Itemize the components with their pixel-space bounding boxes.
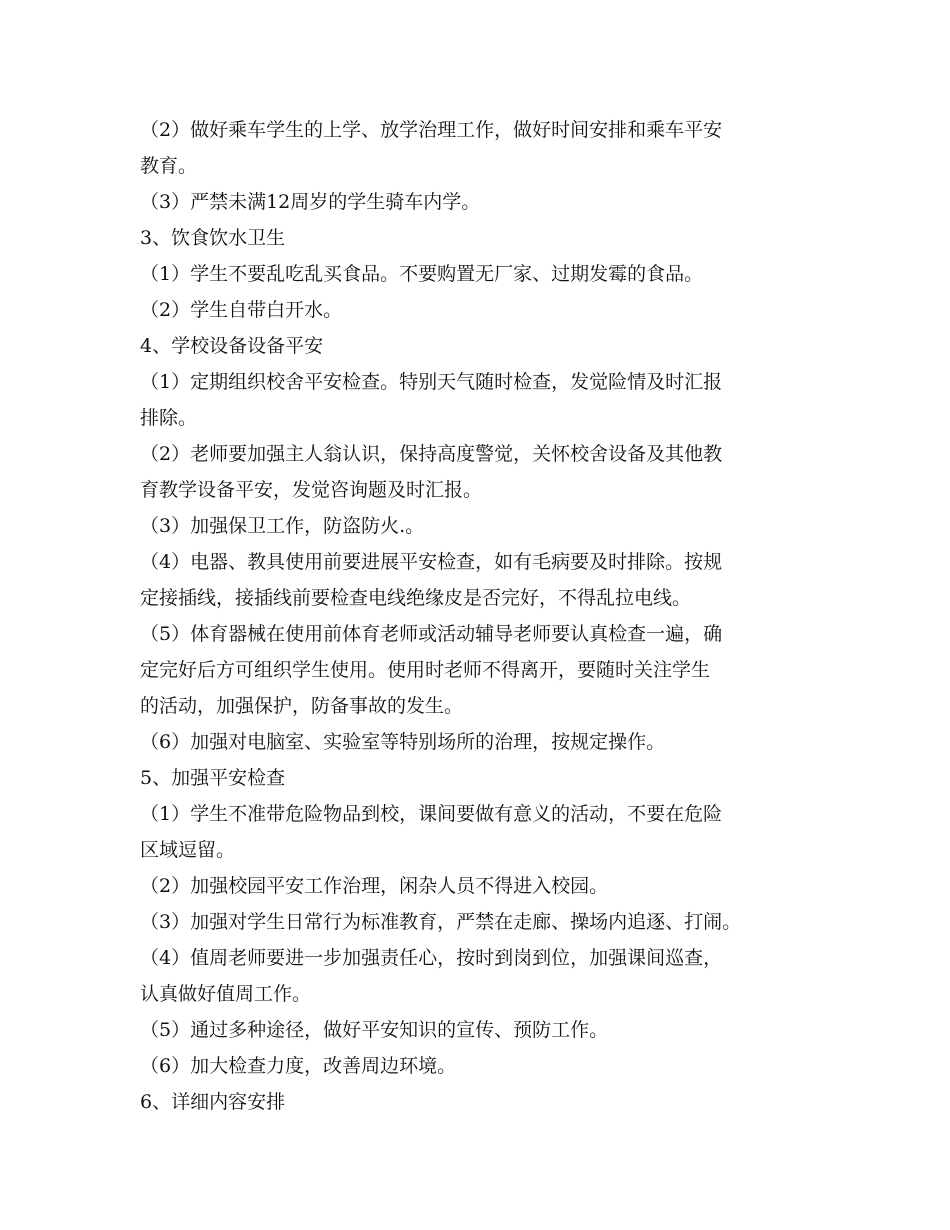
text-line: （2）做好乘车学生的上学、放学治理工作，做好时间安排和乘车平安 [140, 119, 723, 141]
text-line: 育教学设备平安，发觉咨询题及时汇报。 [140, 479, 483, 501]
text-line: （1）学生不准带危险物品到校，课间要做有意义的活动，不要在危险 [140, 803, 723, 825]
section-heading: 3、饮食饮水卫生 [140, 227, 286, 249]
text-line: 定接插线，接插线前要检查电线绝缘皮是否完好，不得乱拉电线。 [140, 587, 692, 609]
text-line: （4）电器、教具使用前要进展平安检查，如有毛病要及时排除。按规 [140, 551, 723, 573]
text-line: （1）定期组织校舍平安检查。特别天气随时检查，发觉险情及时汇报 [140, 371, 723, 393]
section-heading: 4、学校设备设备平安 [140, 335, 324, 357]
text-line: 定完好后方可组织学生使用。使用时老师不得离开，要随时关注学生 [140, 659, 711, 681]
section-heading: 5、加强平安检查 [140, 767, 286, 789]
text-line: （4）值周老师要进一步加强责任心，按时到岗到位，加强课间巡查， [140, 947, 723, 969]
text-line: （6）加强对电脑室、实验室等特别场所的治理，按规定操作。 [140, 731, 666, 753]
text-line: 教育。 [140, 155, 198, 177]
text-line: 排除。 [140, 407, 198, 429]
text-line: （6）加大检查力度，改善周边环境。 [140, 1055, 457, 1077]
document-body [140, 112, 820, 1120]
text-line: （1）学生不要乱吃乱买食品。不要购置无厂家、过期发霉的食品。 [140, 263, 704, 285]
text-line: （2）学生自带白开水。 [140, 299, 343, 321]
section-heading: 6、详细内容安排 [140, 1091, 286, 1113]
text-line: （2）老师要加强主人翁认识，保持高度警觉，关怀校舍设备及其他教 [140, 443, 723, 465]
text-line: （3）加强保卫工作，防盗防火.。 [140, 515, 425, 537]
text-line: 的活动，加强保护，防备事故的发生。 [140, 695, 464, 717]
text-line: （2）加强校园平安工作治理，闲杂人员不得进入校园。 [140, 875, 609, 897]
text-line: 认真做好值周工作。 [140, 983, 312, 1005]
text-line: 区域逗留。 [140, 839, 236, 861]
text-line: （3）加强对学生日常行为标准教育，严禁在走廊、操场内追逐、打闹。 [140, 911, 742, 933]
text-line: （5）体育器械在使用前体育老师或活动辅导老师要认真检查一遍，确 [140, 623, 723, 645]
text-line: （5）通过多种途径，做好平安知识的宣传、预防工作。 [140, 1019, 609, 1041]
text-line: （3）严禁未满12周岁的学生骑车内学。 [140, 191, 481, 213]
